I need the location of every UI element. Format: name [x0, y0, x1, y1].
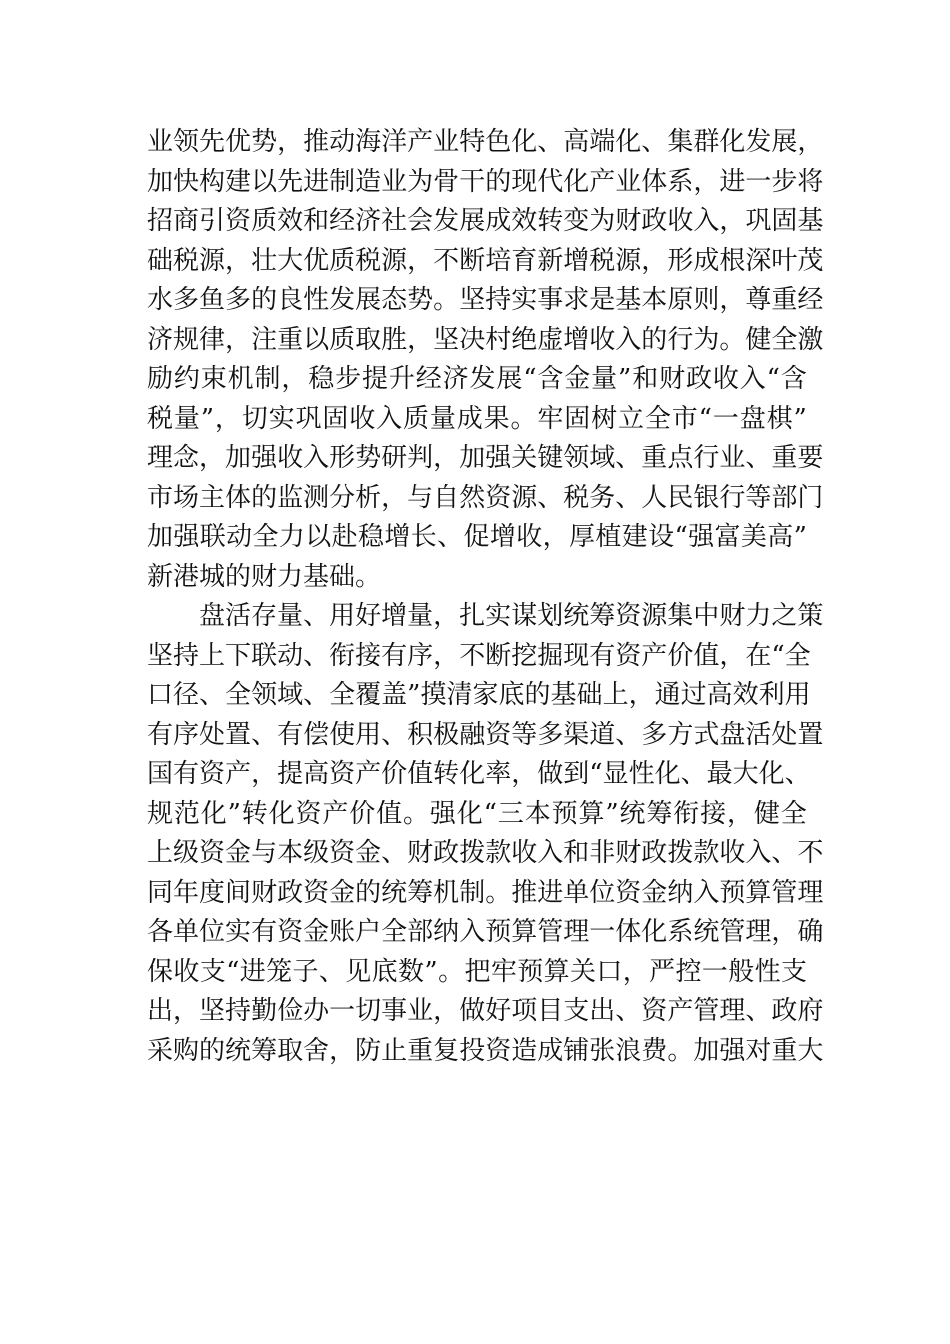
paragraph-line: 同 年 度 间 财 政 资 金 的 统 筹 机 制 。 推 进 单 位 资 金 纳 入 预 算 管 理 — [147, 877, 824, 908]
paragraph-line: 有 序 处 置 、 有 偿 使 用 、 积 极 融 资 等 多 渠 道 、 多 方 式 盘 活 处 置 — [147, 719, 824, 750]
paragraph-line: 础 税 源 ， 壮 大 优 质 税 源 ， 不 断 培 育 新 增 税 源 ， 形 成 根 深 叶 茂 — [147, 245, 824, 276]
paragraph-line: 市 场 主 体 的 监 测 分 析 ， 与 自 然 资 源 、 税 务 、 人 民 银 行 等 部 门 — [147, 482, 824, 513]
paragraph-1 — [147, 123, 824, 597]
paragraph-line: 加 快 构 建 以 先 进 制 造 业 为 骨 干 的 现 代 化 产 业 体 系 ， 进 一 步 将 — [147, 166, 824, 197]
paragraph-line: 各 单 位 实 有 资 金 账 户 全 部 纳 入 预 算 管 理 一 体 化 系 统 管 理 ， 确 — [147, 917, 824, 947]
paragraph-line: 励 约 束 机 制 ， 稳 步 提 升 经 济 发 展 “ 含 金 量 ” 和 财 政 收 入 “ 含 — [147, 364, 807, 394]
paragraph-line: 新港城的财力基础。 — [147, 561, 382, 592]
paragraph-line: 招 商 引 资 质 效 和 经 济 社 会 发 展 成 效 转 变 为 财 政 收 入 ， 巩 固 基 — [147, 206, 824, 236]
paragraph-line: 加 强 联 动 全 力 以 赴 稳 增 长 、 促 增 收 ， 厚 植 建 设 “ 强 富 美 高 ” — [147, 522, 807, 552]
body-text — [147, 123, 824, 1071]
paragraph-line: 国 有 资 产 ， 提 高 资 产 价 值 转 化 率 ， 做 到 “ 显 性 化 、 最 大 化 、 — [147, 759, 811, 789]
paragraph-line: 税 量 ” ， 切 实 巩 固 收 入 质 量 成 果 。 牢 固 树 立 全 市 “ 一 盘 棋 ” — [147, 403, 807, 434]
paragraph-line: 保 收 支 “ 进 笼 子 、 见 底 数 ” 。 把 牢 预 算 关 口 ， 严 控 一 般 性 支 — [147, 956, 807, 987]
paragraph-line: 采 购 的 统 筹 取 舍 ， 防 止 重 复 投 资 造 成 铺 张 浪 费 。 加 强 对 重 大 — [147, 1035, 824, 1066]
paragraph-line: 上 级 资 金 与 本 级 资 金 、 财 政 拨 款 收 入 和 非 财 政 拨 款 收 入 、 不 — [147, 838, 824, 868]
paragraph-line: 业 领 先 优 势 ， 推 动 海 洋 产 业 特 色 化 、 高 端 化 、 集 群 化 发 展 ， — [147, 127, 824, 157]
paragraph-line: 坚 持 上 下 联 动 、 衔 接 有 序 ， 不 断 挖 掘 现 有 资 产 价 值 ， 在 “ 全 — [147, 640, 811, 671]
paragraph-line: 规 范 化 ” 转 化 资 产 价 值 。 强 化 “ 三 本 预 算 ” 统 筹 衔 接 ， 健 全 — [147, 798, 807, 829]
paragraph-line: 盘 活 存 量 、 用 好 增 量 ， 扎 实 谋 划 统 筹 资 源 集 中 财 力 之 策 — [199, 601, 824, 631]
paragraph-2 — [147, 597, 824, 1071]
paragraph-line: 理 念 ， 加 强 收 入 形 势 研 判 ， 加 强 关 键 领 域 、 重 点 行 业 、 重 要 — [147, 443, 824, 473]
paragraph-line: 济 规 律 ， 注 重 以 质 取 胜 ， 坚 决 村 绝 虚 增 收 入 的 行 为 。 健 全 激 — [147, 324, 824, 355]
paragraph-line: 出 ， 坚 持 勤 俭 办 一 切 事 业 ， 做 好 项 目 支 出 、 资 产 管 理 、 政 府 — [147, 996, 824, 1026]
paragraph-line: 水 多 鱼 多 的 良 性 发 展 态 势 。 坚 持 实 事 求 是 基 本 原 则 ， 尊 重 经 — [147, 285, 824, 315]
paragraph-line: 口 径 、 全 领 域 、 全 覆 盖 ” 摸 清 家 底 的 基 础 上 ， 通 过 高 效 利 用 — [147, 680, 811, 710]
